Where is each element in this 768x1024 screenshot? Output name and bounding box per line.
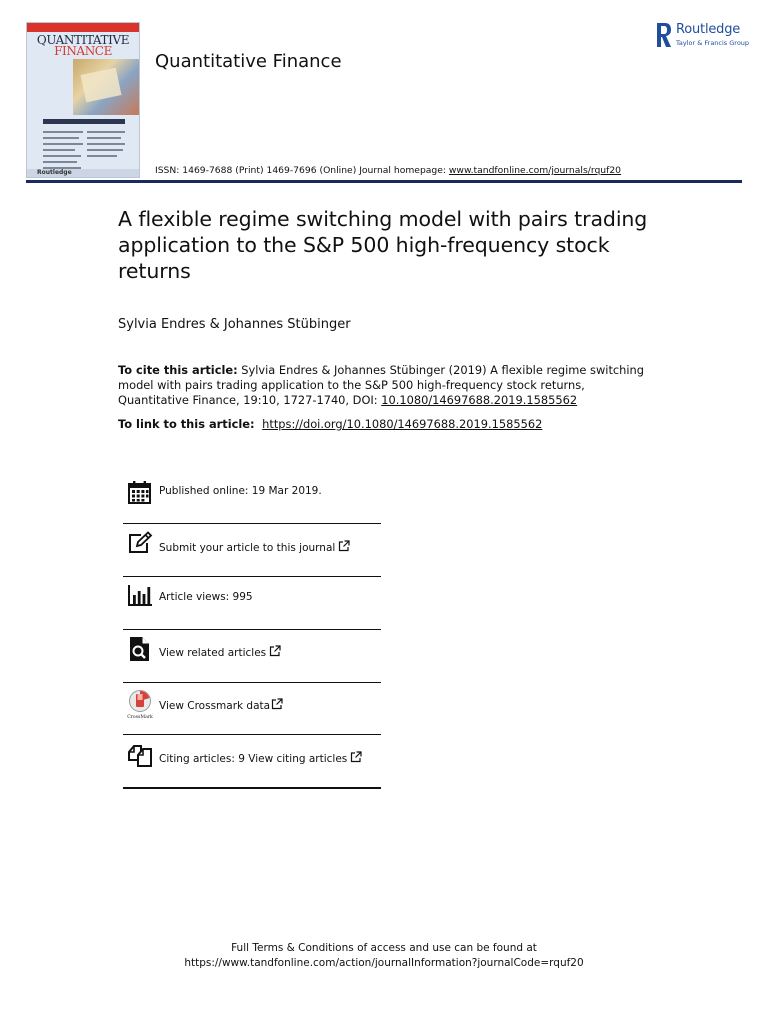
cover-title-line2: FINANCE	[54, 44, 112, 58]
publisher-name: Routledge	[676, 22, 741, 37]
external-link-icon	[338, 540, 350, 552]
bar-chart-icon	[127, 583, 153, 609]
citation-block	[118, 363, 658, 408]
cite-label: To cite this article:	[118, 363, 238, 377]
submit-article-row[interactable]	[123, 528, 381, 568]
search-document-icon	[127, 636, 153, 662]
cover-top-bar	[27, 23, 139, 32]
cite-text: Sylvia Endres & Johannes Stübinger (2019) A flexible regime switching model with pairs trading application to the S&P 500 high-frequency stock returns, Quantitative Finance, 19:10, 1727-1740, DOI:	[118, 363, 645, 407]
row-divider	[123, 523, 381, 524]
cover-text-line	[43, 161, 77, 163]
cover-text-line	[87, 137, 121, 139]
crossmark-link[interactable]	[159, 698, 283, 712]
related-articles-row[interactable]	[123, 633, 381, 673]
journal-title[interactable]: Quantitative Finance	[155, 51, 342, 72]
cover-contents-band	[43, 119, 125, 124]
submit-article-label[interactable]: Submit your article to this journal	[159, 542, 336, 554]
article-title: A flexible regime switching model with pairs trading application to the S&P 500 high-frequency stock returns	[118, 207, 648, 283]
citing-icon	[127, 743, 153, 769]
issn-line	[155, 165, 621, 176]
published-online-row	[123, 475, 381, 515]
cover-text-line	[43, 149, 75, 151]
row-divider	[123, 576, 381, 577]
citing-articles-row[interactable]	[123, 739, 381, 779]
row-divider	[123, 682, 381, 683]
external-link-icon	[271, 698, 283, 710]
row-divider	[123, 734, 381, 735]
publisher-group: Taylor & Francis Group	[676, 39, 750, 47]
crossmark-caption: CrossMark	[127, 715, 153, 719]
terms-line: Full Terms & Conditions of access and use can be found at	[231, 942, 537, 954]
crossmark-label[interactable]: View Crossmark data	[159, 700, 271, 712]
terms-url[interactable]: https://www.tandfonline.com/action/journalInformation?journalCode=rquf20	[184, 957, 584, 969]
edit-icon	[127, 531, 153, 557]
article-authors: Sylvia Endres & Johannes Stübinger	[118, 317, 351, 332]
issn-text: ISSN: 1469-7688 (Print) 1469-7696 (Online) Journal homepage:	[155, 165, 449, 176]
article-link-line	[118, 417, 542, 432]
cover-publisher-mark: Routledge	[37, 169, 72, 176]
doi-link[interactable]: 10.1080/14697688.2019.1585562	[381, 393, 578, 407]
routledge-r-icon	[655, 22, 672, 48]
row-divider	[123, 787, 381, 789]
published-online-text: Published online: 19 Mar 2019.	[159, 485, 322, 497]
external-link-icon	[350, 751, 362, 763]
article-views-row	[123, 580, 381, 620]
citing-articles-label[interactable]: Citing articles: 9 View citing articles	[159, 753, 348, 765]
cover-text-line	[43, 143, 83, 145]
citing-articles-link[interactable]	[159, 751, 362, 765]
terms-footer	[0, 941, 768, 971]
crossmark-icon	[126, 689, 154, 719]
routledge-logo	[655, 22, 750, 52]
article-doi-url[interactable]: https://doi.org/10.1080/14697688.2019.1585562	[262, 417, 543, 431]
cover-text-line	[87, 155, 117, 157]
cover-text-line	[43, 131, 83, 133]
cover-text-line	[87, 149, 123, 151]
article-views-text: Article views: 995	[159, 591, 253, 603]
journal-cover-image	[26, 22, 140, 178]
submit-article-link[interactable]	[159, 540, 350, 554]
cover-text-line	[43, 155, 81, 157]
related-articles-label[interactable]: View related articles	[159, 647, 267, 659]
cover-title-line1: QUANTITATIVE	[36, 33, 130, 47]
journal-homepage-link[interactable]: www.tandfonline.com/journals/rquf20	[448, 165, 622, 176]
cover-text-line	[43, 137, 79, 139]
external-link-icon	[269, 645, 281, 657]
crossmark-row[interactable]	[123, 686, 381, 726]
row-divider	[123, 629, 381, 630]
header-divider	[26, 180, 742, 183]
calendar-icon	[127, 479, 153, 505]
cover-text-line	[87, 131, 125, 133]
link-label: To link to this article:	[118, 417, 259, 431]
cover-text-line	[87, 143, 125, 145]
related-articles-link[interactable]	[159, 645, 281, 659]
